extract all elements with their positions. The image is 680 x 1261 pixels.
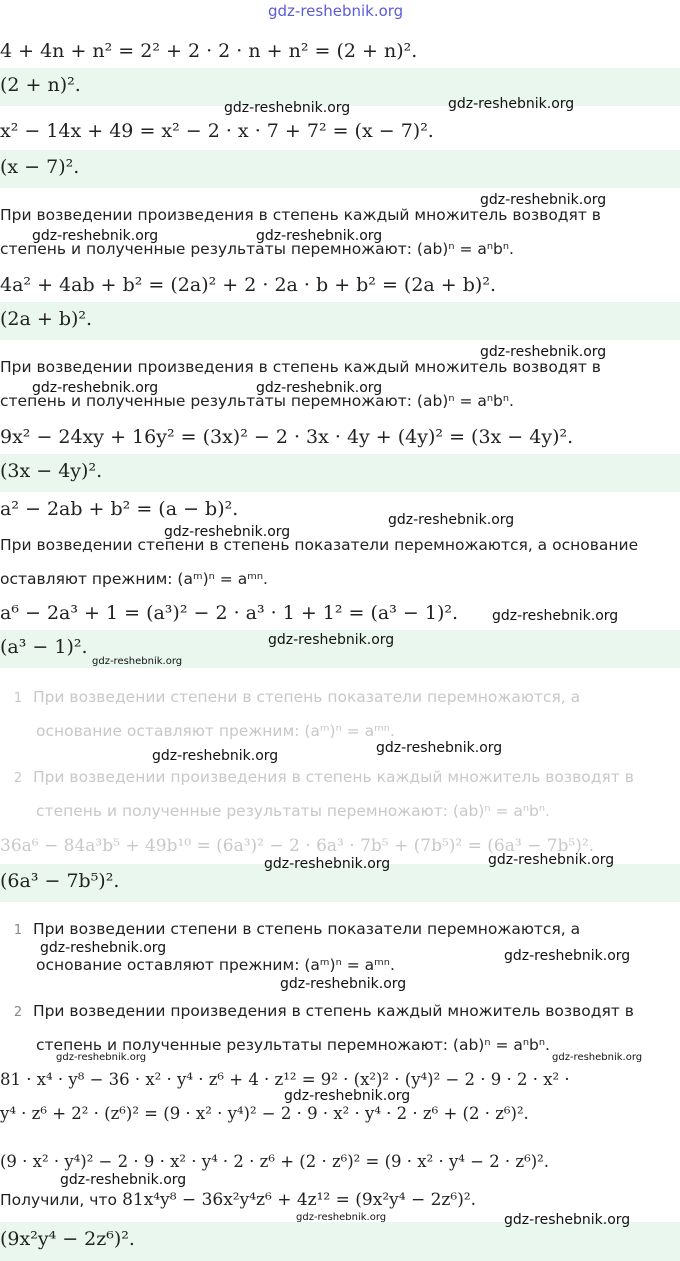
answer: (2a + b)².: [0, 308, 93, 330]
answer: (9x²y⁴ − 2z⁶)².: [0, 1228, 135, 1250]
hint-text: степень и полученные результаты перемножают: (ab)ⁿ = aⁿbⁿ.: [36, 1036, 550, 1054]
watermark: gdz-reshebnik.org: [32, 228, 159, 244]
answer: (6a³ − 7b⁵)².: [0, 870, 120, 892]
watermark: gdz-reshebnik.org: [268, 2, 404, 20]
rule-text: оставляют прежним: (aᵐ)ⁿ = aᵐⁿ.: [0, 570, 268, 588]
watermark: gdz-reshebnik.org: [296, 1212, 387, 1223]
watermark: gdz-reshebnik.org: [448, 96, 575, 112]
result-line: [0, 1190, 476, 1210]
watermark: gdz-reshebnik.org: [492, 608, 619, 624]
watermark: gdz-reshebnik.org: [164, 524, 291, 540]
hint-text: степень и полученные результаты перемножают: (ab)ⁿ = aⁿbⁿ.: [36, 802, 550, 820]
result-formula: 81x⁴y⁸ − 36x²y⁴z⁶ + 4z¹² = (9x²y⁴ − 2z⁶)².: [122, 1190, 477, 1210]
hint-text: При возведении степени в степень показатели перемножаются, а: [32, 920, 581, 938]
watermark: gdz-reshebnik.org: [56, 1052, 147, 1063]
watermark: gdz-reshebnik.org: [40, 940, 167, 956]
watermark: gdz-reshebnik.org: [268, 632, 395, 648]
watermark: gdz-reshebnik.org: [256, 228, 383, 244]
hint-item: [8, 688, 580, 706]
hint-text: основание оставляют прежним: (aᵐ)ⁿ = aᵐⁿ.: [36, 722, 395, 740]
watermark: gdz-reshebnik.org: [488, 852, 615, 868]
watermark: gdz-reshebnik.org: [60, 1172, 187, 1188]
watermark: gdz-reshebnik.org: [480, 192, 607, 208]
hint-text: основание оставляют прежним: (aᵐ)ⁿ = aᵐⁿ.: [36, 956, 395, 974]
rule-text: степень и полученные результаты перемножают: (ab)ⁿ = aⁿbⁿ.: [0, 392, 514, 410]
rule-text: При возведении произведения в степень каждый множитель возводят в: [0, 206, 601, 224]
answer: (a³ − 1)².: [0, 636, 88, 658]
rule-text: При возведении степени в степень показатели перемножаются, а основание: [0, 536, 639, 554]
equation-line: 81 · x⁴ · y⁸ − 36 · x² · y⁴ · z⁶ + 4 · z¹² = 9² · (x²)² · (y⁴)² − 2 · 9 · 2 · x² ·: [0, 1070, 570, 1089]
equation-line: a⁶ − 2a³ + 1 = (a³)² − 2 · a³ · 1 + 1² = (a³ − 1)².: [0, 602, 459, 624]
hint-number: 2: [13, 771, 23, 786]
hint-number: 1: [13, 923, 23, 938]
equation-line: (9 · x² · y⁴)² − 2 · 9 · x² · y⁴ · 2 · z⁶ + (2 · z⁶)² = (9 · x² · y⁴ − 2 · z⁶)².: [0, 1152, 550, 1171]
answer-band: [0, 150, 680, 188]
rule-text: При возведении произведения в степень каждый множитель возводят в: [0, 358, 601, 376]
equation-line: x² − 14x + 49 = x² − 2 · x · 7 + 7² = (x − 7)².: [0, 120, 434, 142]
hint-item: [8, 768, 634, 786]
watermark: gdz-reshebnik.org: [376, 740, 503, 756]
equation-line: y⁴ · z⁶ + 2² · (z⁶)² = (9 · x² · y⁴)² − 2 · 9 · x² · y⁴ · 2 · z⁶ + (2 · z⁶)².: [0, 1104, 529, 1123]
hint-number: 1: [13, 691, 23, 706]
hint-text: При возведении степени в степень показатели перемножаются, а: [32, 688, 581, 706]
rule-text: степень и полученные результаты перемножают: (ab)ⁿ = aⁿbⁿ.: [0, 240, 514, 258]
watermark: gdz-reshebnik.org: [284, 1088, 411, 1104]
equation-line: 9x² − 24xy + 16y² = (3x)² − 2 · 3x · 4y + (4y)² = (3x − 4y)².: [0, 426, 574, 448]
hint-text: При возведении произведения в степень каждый множитель возводят в: [32, 1002, 634, 1020]
answer-band: [0, 302, 680, 340]
equation-line: 4a² + 4ab + b² = (2a)² + 2 · 2a · b + b² = (2a + b)².: [0, 274, 496, 296]
watermark: gdz-reshebnik.org: [504, 948, 631, 964]
watermark: gdz-reshebnik.org: [280, 976, 407, 992]
equation-line: 4 + 4n + n² = 2² + 2 · 2 · n + n² = (2 + n)².: [0, 40, 418, 62]
watermark: gdz-reshebnik.org: [92, 656, 183, 667]
answer-band: [0, 454, 680, 492]
watermark: gdz-reshebnik.org: [152, 748, 279, 764]
result-label: Получили, что: [0, 1191, 117, 1209]
answer: (x − 7)².: [0, 156, 80, 178]
watermark: gdz-reshebnik.org: [256, 380, 383, 396]
equation-line: a² − 2ab + b² = (a − b)².: [0, 498, 239, 520]
hint-item: [8, 1002, 634, 1020]
watermark: gdz-reshebnik.org: [504, 1212, 631, 1228]
hint-text: При возведении произведения в степень каждый множитель возводят в: [32, 768, 634, 786]
watermark: gdz-reshebnik.org: [552, 1052, 643, 1063]
hint-item: [8, 920, 580, 938]
watermark: gdz-reshebnik.org: [388, 512, 515, 528]
hint-number: 2: [13, 1005, 23, 1020]
watermark: gdz-reshebnik.org: [32, 380, 159, 396]
watermark: gdz-reshebnik.org: [224, 100, 351, 116]
watermark: gdz-reshebnik.org: [480, 344, 607, 360]
answer: (3x − 4y)².: [0, 460, 103, 482]
watermark: gdz-reshebnik.org: [264, 856, 391, 872]
equation-line: 36a⁶ − 84a³b⁵ + 49b¹⁰ = (6a³)² − 2 · 6a³ · 7b⁵ + (7b⁵)² = (6a³ − 7b⁵)².: [0, 836, 595, 856]
answer: (2 + n)².: [0, 74, 81, 96]
